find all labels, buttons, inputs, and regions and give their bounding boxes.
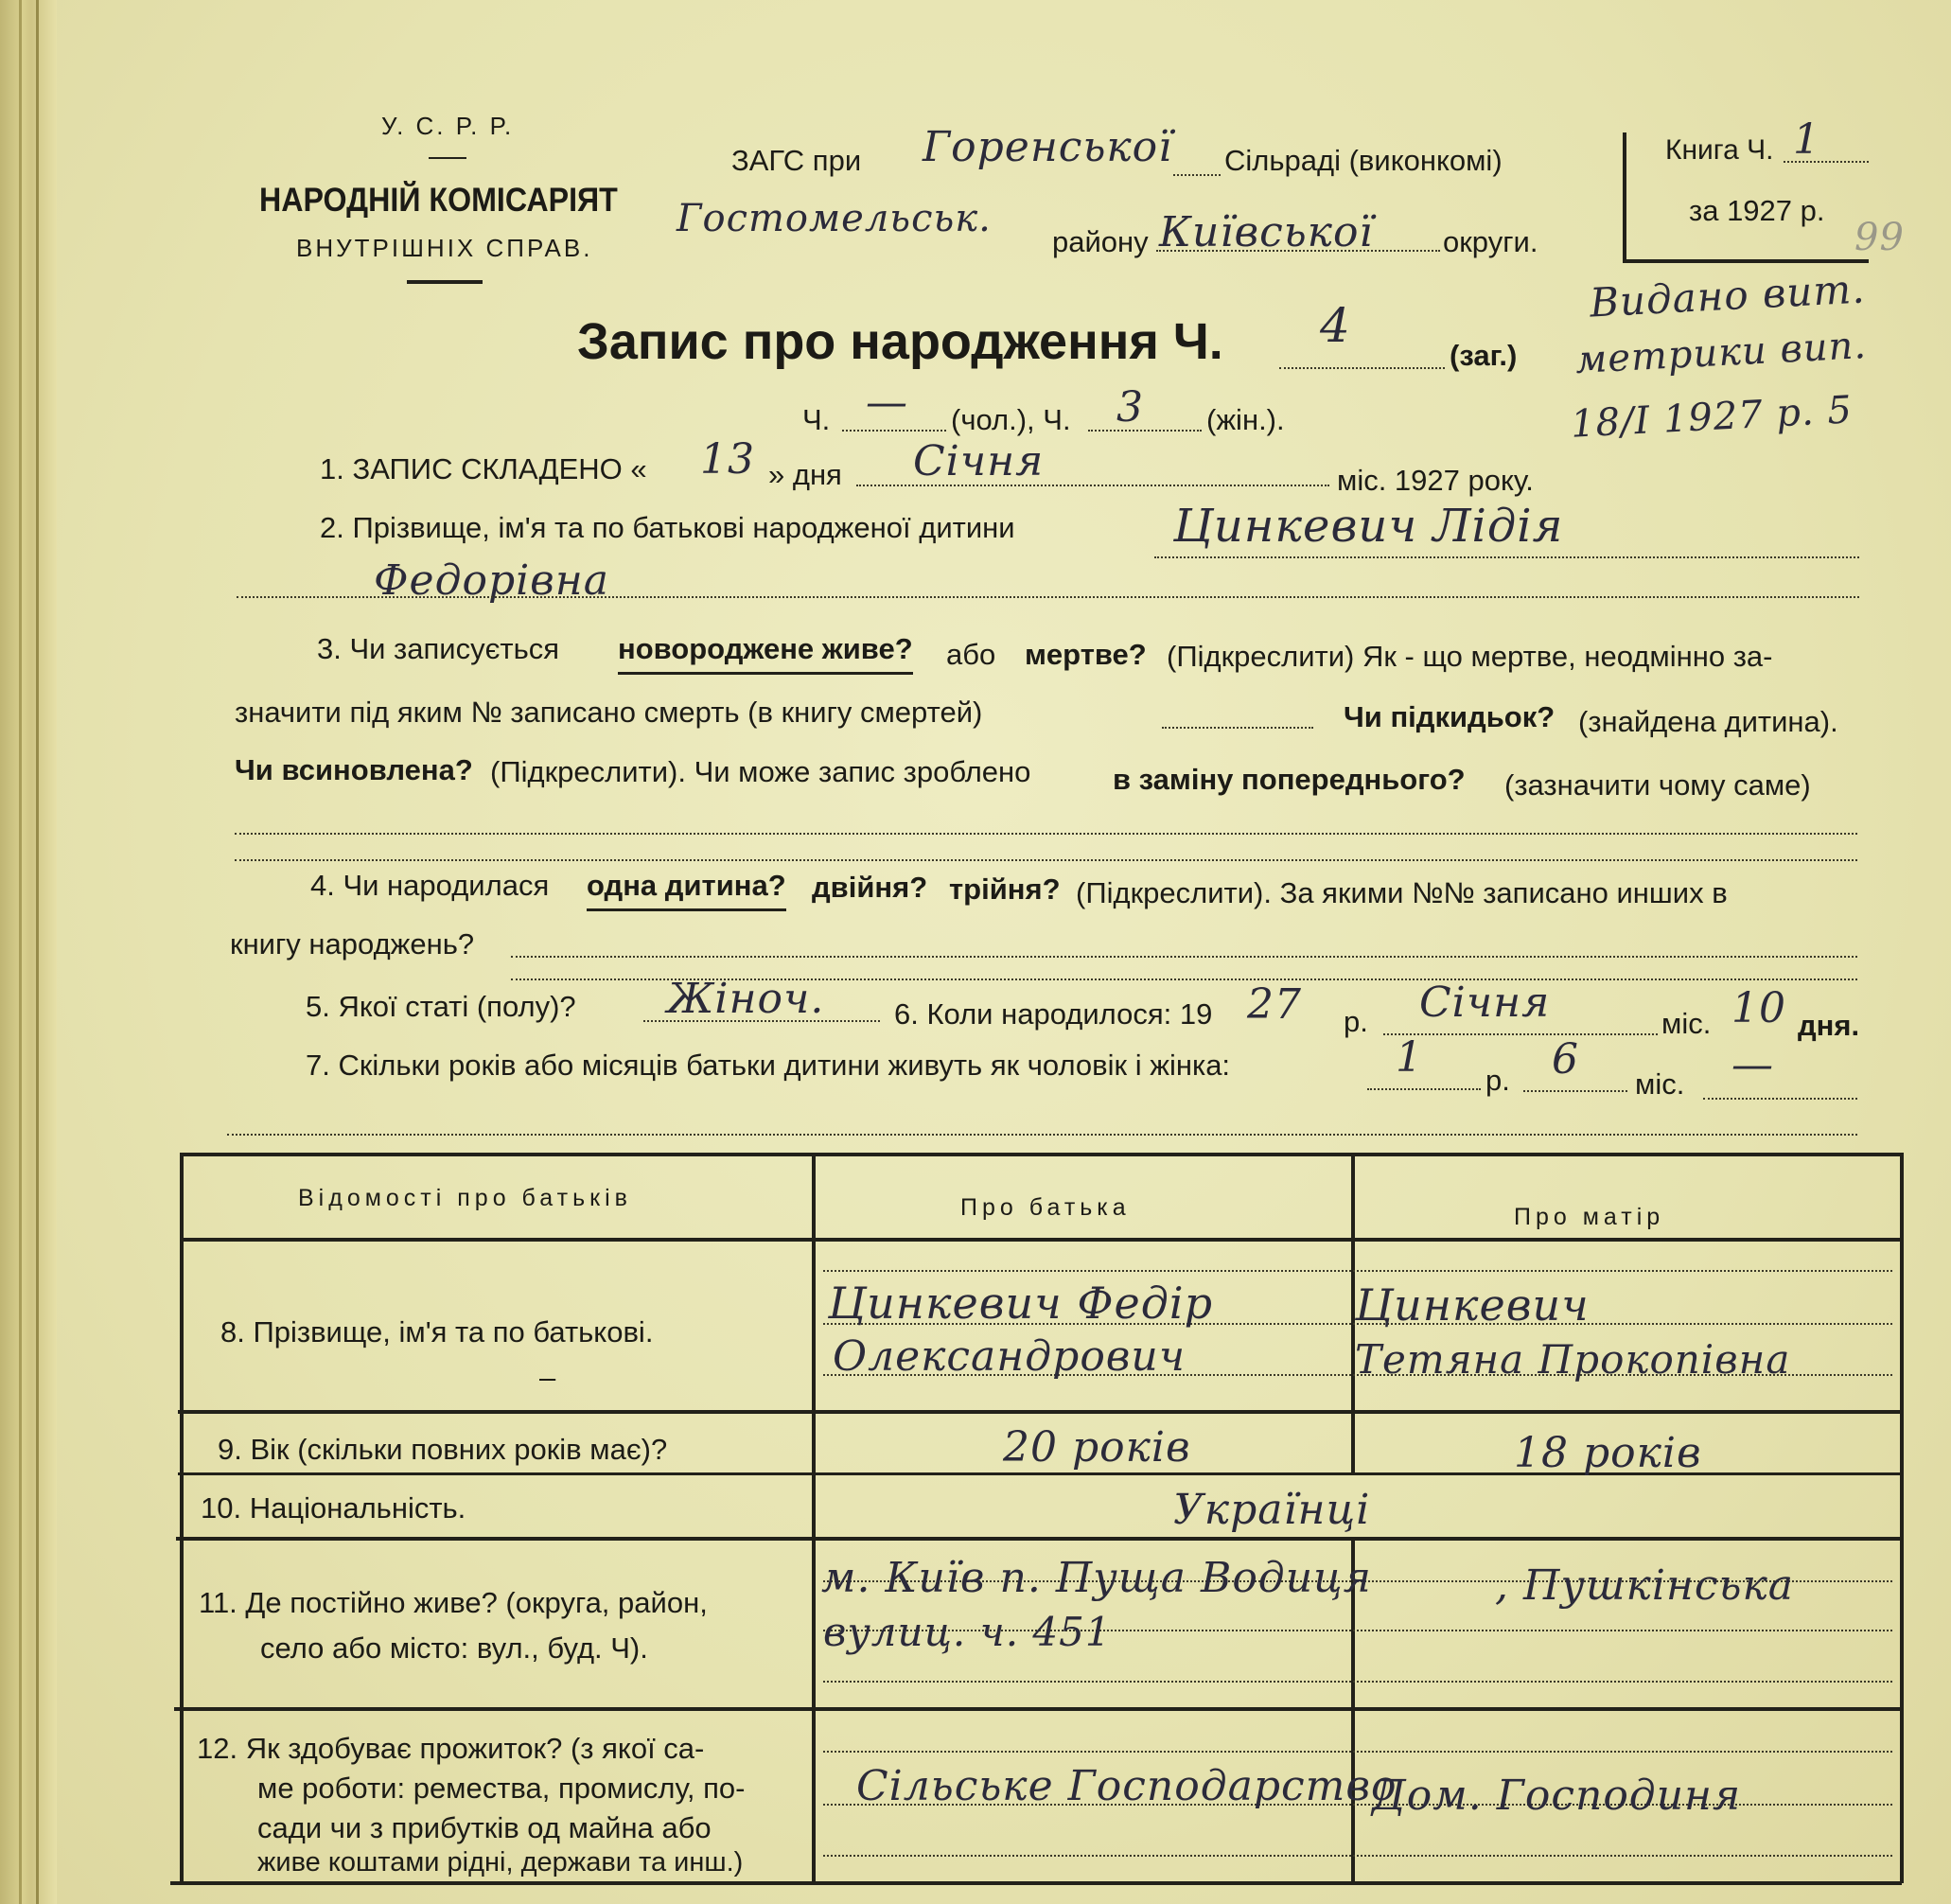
margin-note-line: метрики вип.: [1574, 323, 1869, 383]
q4-text: (Підкреслити). За якими №№ записано инших в: [1076, 876, 1728, 909]
q7-label: 7. Скільки років або місяців батьки дитини живуть як чоловік і жінка:: [306, 1049, 1231, 1082]
row-label: 8. Прізвище, ім'я та по батькові.: [220, 1315, 654, 1349]
child-patronymic: Федорівна: [374, 556, 610, 605]
q4-single-option: одна дитина?: [587, 869, 786, 911]
dotted-line: [643, 1020, 880, 1022]
row-label: 10. Національність.: [201, 1491, 466, 1525]
q3-text: (знайдена дитина).: [1578, 705, 1838, 738]
dotted-line: [1088, 430, 1202, 432]
dotted-line: [1154, 556, 1859, 558]
village-value: Горенської: [923, 123, 1173, 171]
table-border: [178, 1410, 1902, 1414]
male-count: —: [866, 379, 908, 427]
row-label: сади чи з прибутків од майна або: [257, 1811, 712, 1844]
child-name: Цинкевич Лідія: [1173, 500, 1564, 553]
dotted-line: [235, 859, 1857, 861]
okruga-value: Київської: [1159, 208, 1374, 256]
divider: [407, 280, 483, 284]
q5-label: 5. Якої статі (полу)?: [306, 990, 576, 1023]
dotted-line: [235, 833, 1857, 835]
dash-value: —: [1731, 1041, 1774, 1089]
nationality: Українці: [1173, 1486, 1371, 1534]
table-border: [1900, 1153, 1904, 1883]
q1-tail: міс. 1927 року.: [1337, 464, 1534, 497]
dotted-line: [1162, 727, 1313, 729]
commissariat-subtitle: ВНУТРІШНІХ СПРАВ.: [296, 234, 593, 262]
table-border: [176, 1537, 1902, 1541]
dotted-line: [823, 1855, 1892, 1857]
table-border: [182, 1153, 1904, 1156]
father-occupation: Сільське Господарство: [856, 1762, 1397, 1810]
q1-month: Січня: [913, 437, 1045, 485]
table-header: Про матір: [1514, 1204, 1665, 1230]
years-label: р.: [1485, 1064, 1510, 1097]
dotted-line: [823, 1681, 1892, 1683]
dotted-line: [1383, 1033, 1658, 1035]
row-dash: –: [539, 1361, 556, 1394]
father-patronymic: Олександрович: [833, 1332, 1186, 1381]
mother-address: , Пушкінська: [1495, 1561, 1794, 1610]
record-suffix: (заг.): [1450, 339, 1518, 372]
margin-note-line: 18/I 1927 р. 5: [1570, 388, 1854, 447]
father-name: Цинкевич Федір: [828, 1278, 1214, 1329]
row-label: ме роботи: ремества, промислу, по-: [257, 1772, 746, 1805]
father-address-2: вулиц. ч. 451: [823, 1609, 1112, 1655]
dotted-line: [823, 1270, 1892, 1272]
mother-occupation: Дом. Господиня: [1372, 1772, 1742, 1820]
q4-text: книгу народжень?: [230, 927, 475, 961]
q2-label: 2. Прізвище, ім'я та по батькові народженої дитини: [320, 511, 1015, 544]
dotted-line: [1173, 174, 1221, 176]
book-label: Книга Ч.: [1665, 134, 1774, 166]
female-count: 3: [1116, 383, 1144, 432]
margin-note-line: Видано вит.: [1588, 265, 1867, 326]
dotted-line: [227, 1134, 1857, 1136]
ch-label: Ч.: [802, 403, 831, 436]
q3-text: (Підкреслити) Як - що мертве, неодмінно за-: [1167, 640, 1773, 673]
book-box-border: [1623, 132, 1626, 263]
q6-label: 6. Коли народилося: 19: [894, 997, 1213, 1031]
row-label: село або місто: вул., буд. Ч).: [260, 1631, 648, 1665]
mother-surname: Цинкевич: [1355, 1279, 1590, 1331]
table-border: [170, 1881, 1902, 1885]
birth-year: 27: [1247, 980, 1302, 1029]
table-header: Відомості про батьків: [298, 1185, 632, 1211]
years-value: 1: [1396, 1033, 1423, 1082]
book-spine: [0, 0, 57, 1904]
dotted-line: [1523, 1090, 1627, 1092]
record-title: Запис про народження Ч.: [577, 313, 1223, 370]
corner-number: 99: [1854, 216, 1905, 259]
year-label: р.: [1344, 1005, 1368, 1038]
q3-adopted: Чи всиновлена?: [235, 753, 473, 786]
district-value: Гостомельськ.: [677, 197, 992, 240]
q3-text: 3. Чи записується: [317, 632, 560, 665]
district-label: району: [1052, 225, 1149, 258]
q1-day: 13: [700, 435, 755, 484]
book-number: 1: [1793, 115, 1820, 164]
dotted-line: [856, 485, 1329, 486]
table-border: [180, 1238, 1902, 1242]
book-year: за 1927 р.: [1689, 194, 1825, 227]
q3-text: значити під яким № записано смерть (в книгу смертей): [235, 696, 983, 729]
q1-day-label: » дня: [768, 458, 842, 491]
dotted-line: [1279, 367, 1445, 369]
q3-text: або: [946, 638, 996, 671]
month-label: міс.: [1661, 1007, 1712, 1040]
dotted-line: [1367, 1088, 1481, 1090]
mother-name: Тетяна Прокопівна: [1355, 1336, 1791, 1383]
dotted-line: [842, 430, 946, 432]
q1-label: 1. ЗАПИС СКЛАДЕНО «: [320, 452, 647, 485]
birth-month: Січня: [1419, 978, 1551, 1027]
male-label: (чол.), Ч.: [951, 403, 1071, 436]
row-label: 9. Вік (скільки повних років має)?: [218, 1433, 668, 1466]
q3-dead-option: мертве?: [1025, 638, 1147, 671]
father-age: 20 років: [1003, 1423, 1191, 1472]
father-address: м. Київ п. Пуща Водиця: [821, 1554, 1372, 1602]
mother-age: 18 років: [1514, 1429, 1702, 1477]
birth-day: 10: [1731, 984, 1786, 1032]
divider: [429, 157, 466, 159]
row-label: 12. Як здобуває прожиток? (з якої са-: [197, 1732, 705, 1765]
table-border: [812, 1155, 816, 1883]
dotted-line: [511, 956, 1857, 958]
book-box-border: [1623, 259, 1869, 263]
q4-triplets-option: трійня?: [949, 873, 1061, 906]
okruga-label: округи.: [1443, 225, 1538, 258]
q3-live-option: новороджене живе?: [618, 632, 913, 675]
village-council-label: Сільраді (виконкомі): [1224, 144, 1503, 177]
female-label: (жін.).: [1206, 403, 1285, 436]
spine-edge: [36, 0, 39, 1904]
day-label: дня.: [1798, 1009, 1860, 1042]
months-value: 6: [1552, 1035, 1579, 1084]
dotted-line: [237, 596, 1859, 598]
spine-edge: [19, 0, 22, 1904]
row-label: живе коштами рідні, держави та инш.): [257, 1847, 744, 1878]
q3-text: (зазначити чому саме): [1504, 768, 1811, 802]
zags-label: ЗАГС при: [731, 144, 862, 177]
dotted-line: [1703, 1098, 1857, 1100]
record-number: 4: [1320, 298, 1351, 353]
q3-text: (Підкреслити). Чи може запис зроблено: [490, 755, 1031, 788]
q4-twins-option: двійня?: [812, 871, 928, 904]
q3-foundling: Чи підкидьок?: [1344, 700, 1556, 733]
dotted-line: [1784, 161, 1869, 163]
table-header: Про батька: [960, 1194, 1131, 1221]
ussr-label: У. С. Р. Р.: [381, 112, 515, 140]
row-label: 11. Де постійно живе? (округа, район,: [199, 1586, 708, 1619]
months-label: міс.: [1635, 1067, 1685, 1101]
q3-replacement: в заміну попереднього?: [1113, 763, 1466, 796]
table-border: [174, 1707, 1902, 1711]
dotted-line: [823, 1751, 1892, 1753]
table-border: [180, 1153, 184, 1883]
commissariat-title: НАРОДНІЙ КОМІСАРІЯТ: [259, 182, 618, 219]
sex-value: Жіноч.: [667, 975, 825, 1023]
q4-text: 4. Чи народилася: [310, 869, 550, 902]
